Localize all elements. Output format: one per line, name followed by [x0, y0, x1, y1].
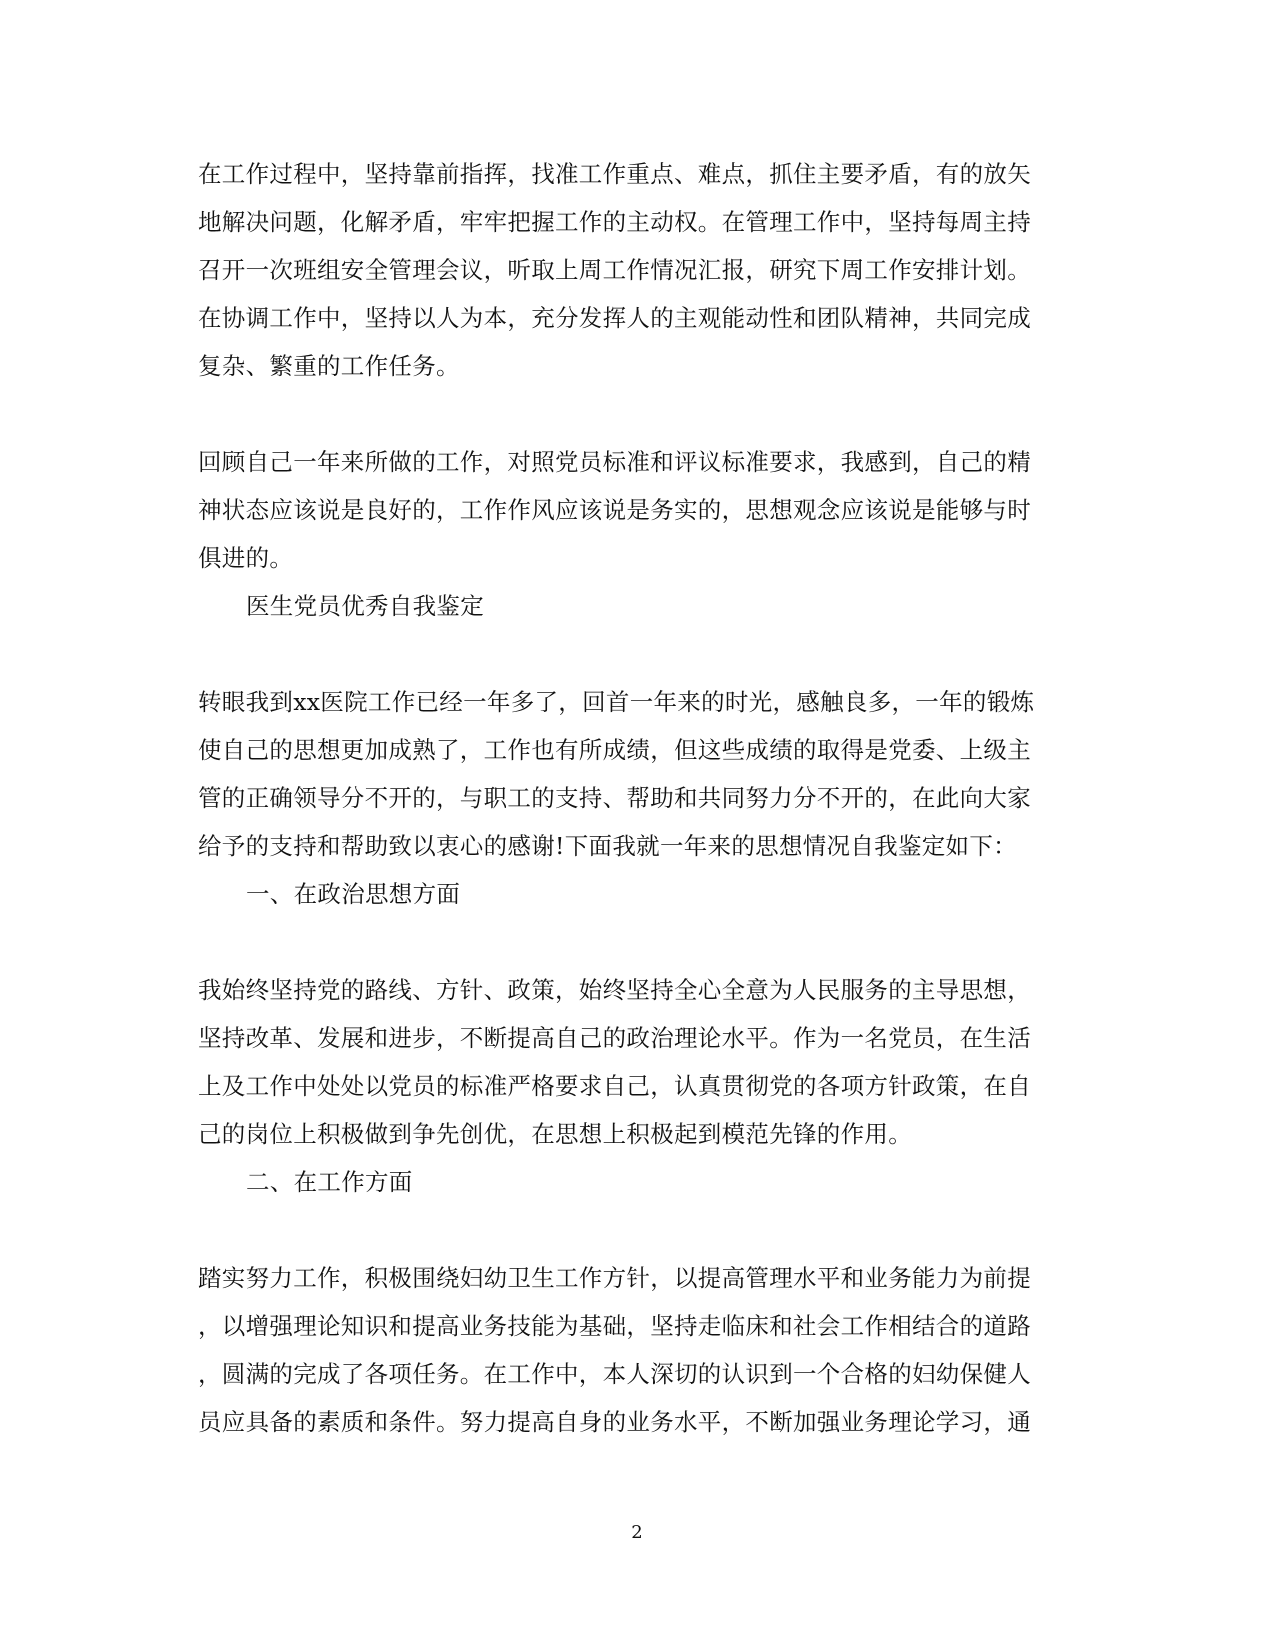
section-title: 医生党员优秀自我鉴定: [246, 592, 484, 620]
paragraph-intro-line: 管的正确领导分不开的，与职工的支持、帮助和共同努力分不开的，在此向大家: [198, 784, 1031, 812]
paragraph-review-line: 神状态应该说是良好的，工作作风应该说是务实的，思想观念应该说是能够与时: [198, 496, 1031, 524]
paragraph-political-line: 坚持改革、发展和进步，不断提高自己的政治理论水平。作为一名党员，在生活: [198, 1024, 1031, 1052]
paragraph-work-line: 踏实努力工作，积极围绕妇幼卫生工作方针，以提高管理水平和业务能力为前提: [198, 1264, 1031, 1292]
paragraph-work-line: ，以增强理论知识和提高业务技能为基础，坚持走临床和社会工作相结合的道路: [198, 1312, 1031, 1340]
paragraph-intro-line: 使自己的思想更加成熟了，工作也有所成绩，但这些成绩的取得是党委、上级主: [198, 736, 1031, 764]
heading-work: 二、在工作方面: [246, 1168, 413, 1196]
paragraph-work-line: ，圆满的完成了各项任务。在工作中，本人深切的认识到一个合格的妇幼保健人: [198, 1360, 1031, 1388]
paragraph-intro-line: 给予的支持和帮助致以衷心的感谢!下面我就一年来的思想情况自我鉴定如下：: [198, 832, 1017, 860]
paragraph-political-line: 上及工作中处处以党员的标准严格要求自己，认真贯彻党的各项方针政策，在自: [198, 1072, 1031, 1100]
paragraph-political-line: 我始终坚持党的路线、方针、政策，始终坚持全心全意为人民服务的主导思想，: [198, 976, 1031, 1004]
paragraph-work-process-line: 在协调工作中，坚持以人为本，充分发挥人的主观能动性和团队精神，共同完成: [198, 304, 1031, 332]
paragraph-work-process-line: 地解决问题，化解矛盾，牢牢把握工作的主动权。在管理工作中，坚持每周主持: [198, 208, 1031, 236]
page-number: 2: [631, 1522, 643, 1543]
paragraph-review-line: 俱进的。: [198, 544, 294, 572]
paragraph-work-process-line: 召开一次班组安全管理会议，听取上周工作情况汇报，研究下周工作安排计划。: [198, 256, 1031, 284]
paragraph-intro-line: 转眼我到xx医院工作已经一年多了，回首一年来的时光，感触良多，一年的锻炼: [198, 688, 1035, 716]
paragraph-work-line: 员应具备的素质和条件。努力提高自身的业务水平，不断加强业务理论学习，通: [198, 1408, 1031, 1436]
paragraph-review-line: 回顾自己一年来所做的工作，对照党员标准和评议标准要求，我感到，自己的精: [198, 448, 1031, 476]
heading-political: 一、在政治思想方面: [246, 880, 461, 908]
paragraph-work-process-line: 复杂、繁重的工作任务。: [198, 352, 460, 380]
paragraph-political-line: 己的岗位上积极做到争先创优，在思想上积极起到模范先锋的作用。: [198, 1120, 912, 1148]
paragraph-work-process-line: 在工作过程中，坚持靠前指挥，找准工作重点、难点，抓住主要矛盾，有的放矢: [198, 160, 1031, 188]
